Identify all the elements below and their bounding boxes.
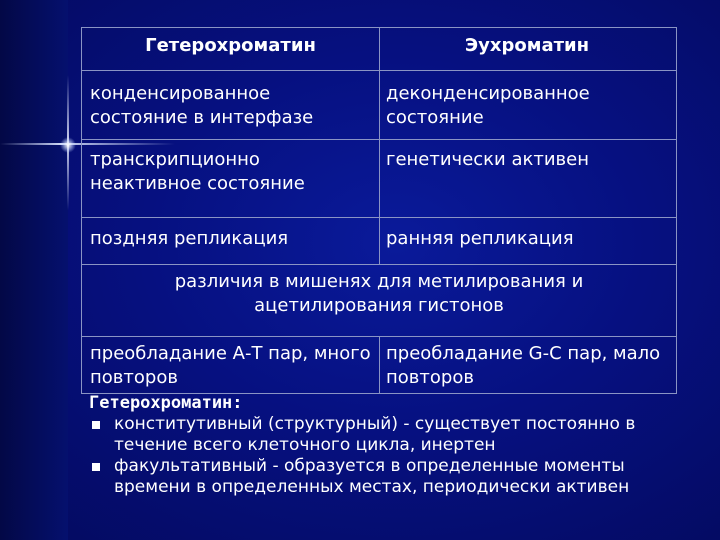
table-row [81, 218, 677, 265]
cell-eu-transcription: генетически активен [386, 149, 589, 170]
square-bullet-icon [92, 421, 100, 429]
table-header-row [81, 27, 677, 71]
cell-eu-condensation: деконденсированное состояние [386, 83, 590, 128]
table-merged-row [81, 265, 677, 337]
square-bullet-icon [92, 463, 100, 471]
cell-eu-base-pairs: преобладание G-C пар, мало повторов [386, 343, 661, 388]
cell-eu-replication: ранняя репликация [386, 228, 574, 249]
table-row [81, 71, 677, 140]
list-item [89, 414, 669, 456]
heterochromatin-notes [89, 393, 669, 498]
table-row [81, 337, 677, 394]
header-euchromatin: Эухроматин [464, 35, 590, 56]
comparison-table [81, 27, 677, 394]
list-item [89, 456, 669, 498]
table-row [81, 140, 677, 218]
left-decor-band [0, 0, 68, 540]
note-constitutive: конститутивный (структурный) - существует постоянно в течение всего клеточного цикла, инертен [114, 414, 636, 455]
note-facultative: факультативный - образуется в определенные моменты времени в определенных местах, периодически активен [114, 456, 630, 497]
notes-title: Гетерохроматин: [89, 393, 243, 413]
cell-hetero-replication: поздняя репликация [82, 218, 380, 264]
cell-methylation-targets: различия в мишенях для метилирования и ацетилирования гистонов [174, 271, 584, 316]
header-heterochromatin: Гетерохроматин [82, 28, 380, 70]
cell-hetero-condensation: конденсированное состояние в интерфазе [82, 71, 380, 139]
cell-hetero-base-pairs: преобладание А-Т пар, много повторов [82, 337, 380, 393]
cell-hetero-transcription: транскрипционно неактивное состояние [82, 140, 380, 217]
lens-flare-center [60, 137, 76, 153]
